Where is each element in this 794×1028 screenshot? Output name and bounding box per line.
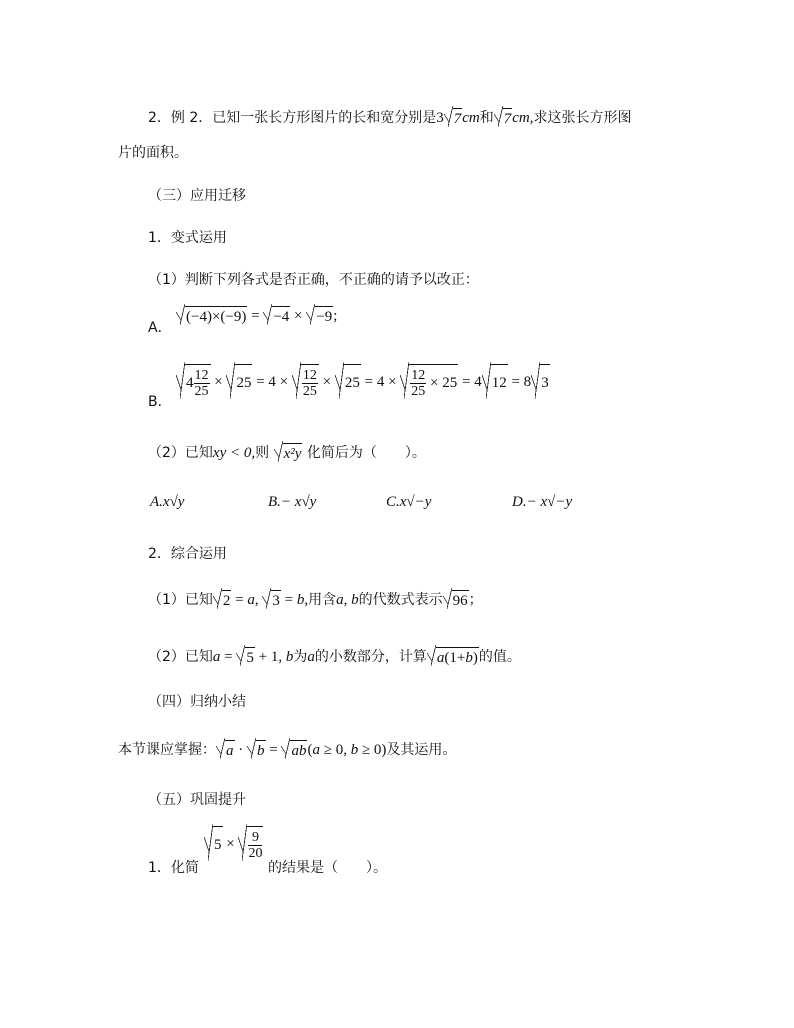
c1-ab: a, b (336, 592, 359, 608)
example-2-line-1 (148, 108, 632, 129)
summary-text: 本节课应掌握： (118, 742, 216, 758)
c2-given: a = 5 + 1, b (212, 649, 294, 667)
c1-given: 2 = a, 3 = b, (213, 592, 308, 608)
option-a-formula: (−4)×(−9) = −4 × −9; (176, 306, 337, 327)
and-text: 和 (479, 110, 494, 126)
q2-tail: 化简后为（ ）。 (306, 445, 426, 461)
comprehensive-1 (148, 590, 483, 611)
c2-fraction-part: 的小数部分，计算 (314, 649, 427, 665)
math-width: 7cm, (494, 110, 534, 126)
c2-is: 为 (293, 649, 308, 665)
summary-line (118, 740, 456, 761)
example-2-text-2: 求这张长方形图 (533, 110, 632, 126)
summary-formula: a · b = ab(a ≥ 0, b ≥ 0) (216, 742, 386, 758)
subsection-2-heading: 2．综合运用 (148, 546, 227, 562)
option-b-formula: 4 $\frac{12}{25}$ × 25 = 4 × $\frac{12}{25}$ × 25 = 4 × $\frac{12}{25}$ × 25 = 4 12 = 8 3 (176, 364, 550, 401)
math-length: 3 7cm (436, 110, 480, 128)
c1-express: 的代数式表示 (358, 592, 443, 608)
c1-target: 96 (443, 592, 469, 608)
option-a-label: A． (148, 320, 172, 336)
example-2-text: 2．例 2．已知一张长方形图片的长和宽分别是 (148, 110, 437, 126)
q2-condition: xy < 0, (212, 445, 256, 461)
c2-text: （2）已知 (148, 649, 213, 665)
choice-a: A.x√y (150, 494, 185, 510)
example-2-line-2: 片的面积。 (118, 145, 188, 161)
c2-expression: a(1+b) (427, 649, 479, 665)
comprehensive-2 (148, 647, 521, 668)
exercise-1-label: 1．化简 (148, 860, 199, 876)
option-b-label: B． (148, 394, 172, 410)
exercise-1-formula: 5 × $\frac{9}{20}$ (204, 826, 263, 863)
choice-d: D.− x√−y (512, 494, 573, 510)
q2-then: 则 (255, 445, 270, 461)
c2-a: a (307, 649, 315, 665)
c1-text: （1）已知 (148, 592, 213, 608)
choice-c: C.x√−y (386, 494, 432, 510)
exercise-1-tail: 的结果是（ ）。 (268, 860, 387, 876)
q2-radical: x²y (274, 445, 303, 461)
section-3-heading: （三）应用迁移 (148, 188, 246, 204)
summary-tail: 及其运用。 (386, 742, 457, 758)
c1-end: ； (468, 592, 483, 608)
c1-use: 用含 (308, 592, 337, 608)
section-5-heading: （五）巩固提升 (148, 792, 246, 808)
question-1: （1）判断下列各式是否正确，不正确的请予以改正： (148, 272, 479, 288)
section-4-heading: （四）归纳小结 (148, 694, 246, 710)
q2-text: （2）已知 (148, 445, 213, 461)
question-2 (148, 443, 426, 464)
choice-b: B.− x√y (268, 494, 317, 510)
subsection-1-heading: 1．变式运用 (148, 230, 227, 246)
c2-value: 的值。 (478, 649, 521, 665)
